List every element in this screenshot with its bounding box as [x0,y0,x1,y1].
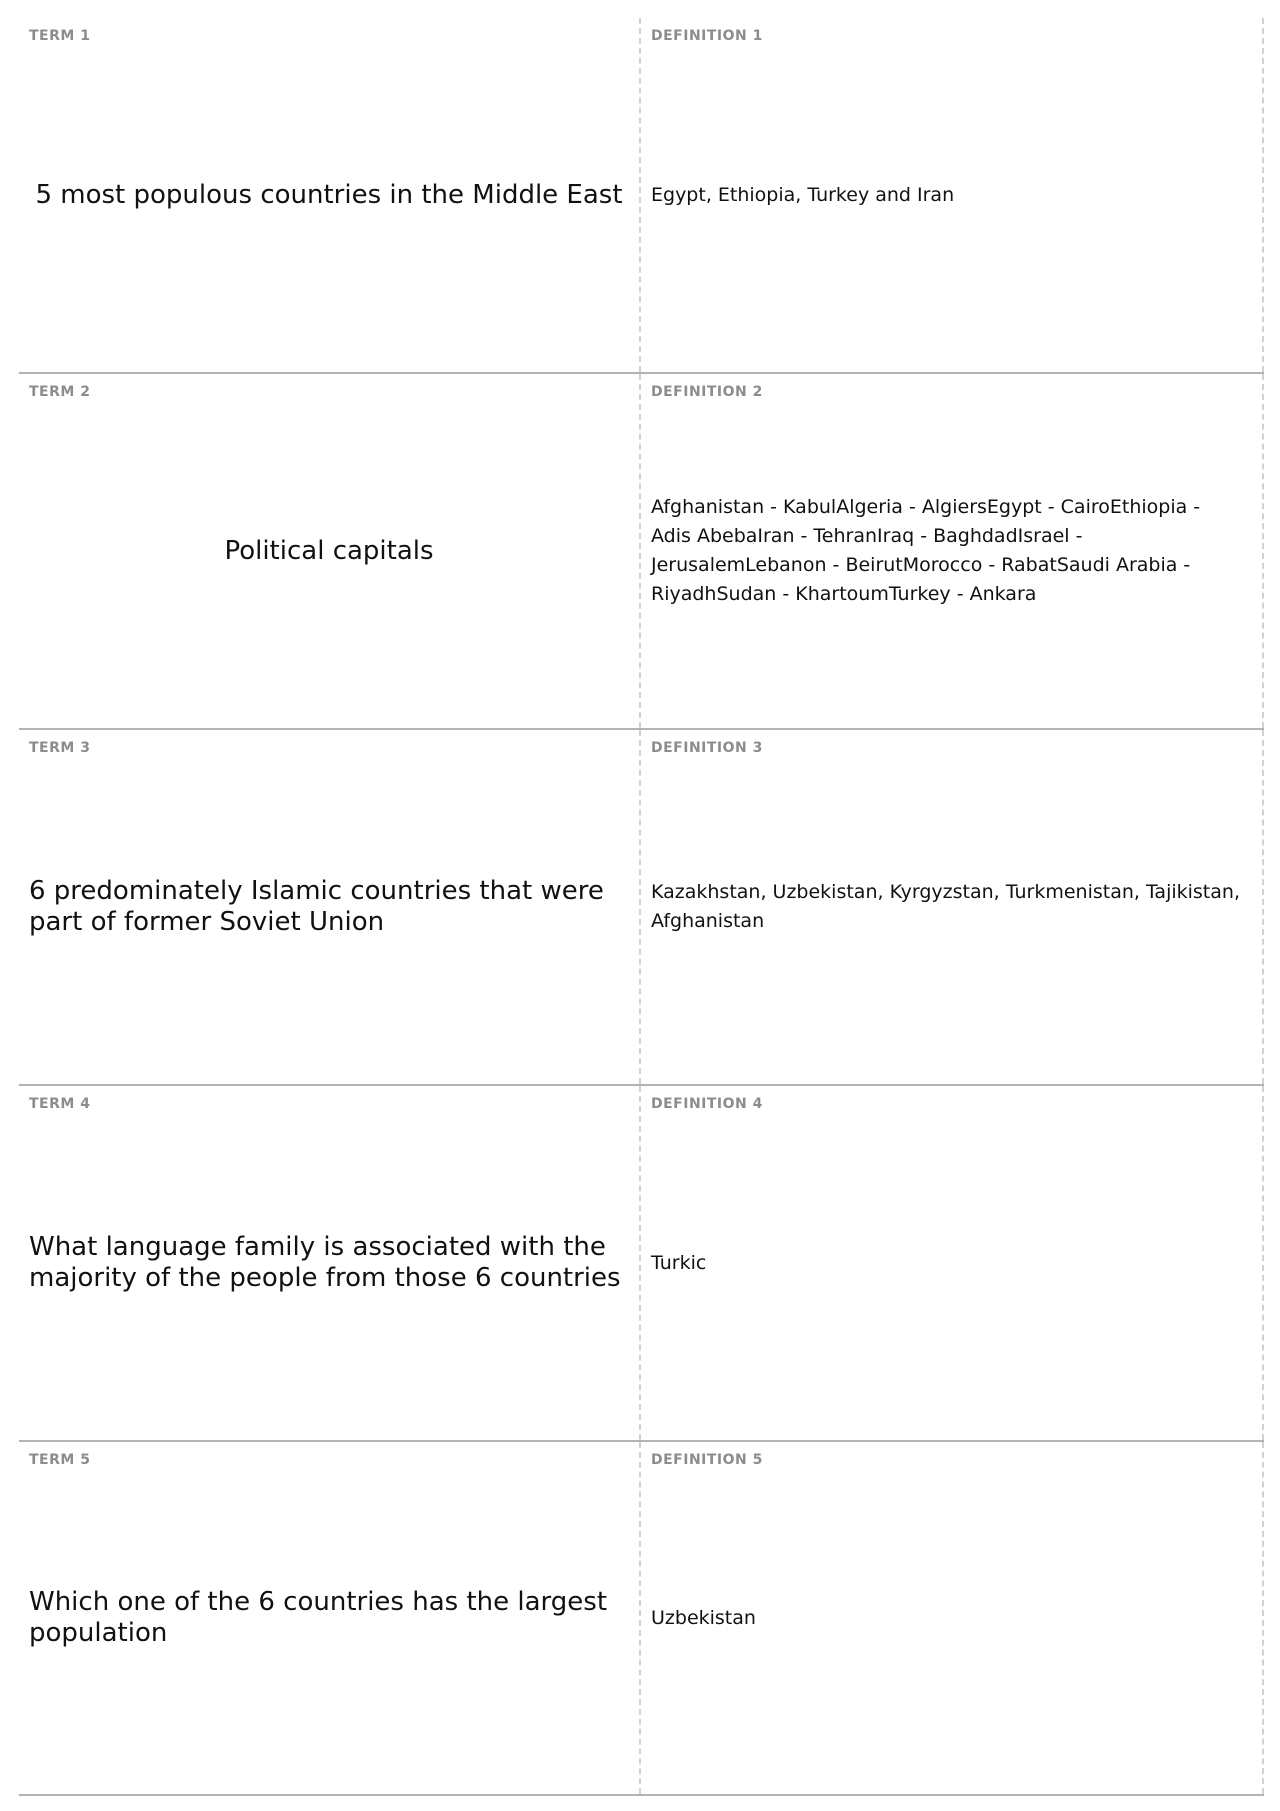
term-text: 6 predominately Islamic countries that were part of former Soviet Union [29,876,604,937]
term-label: TERM 5 [29,1452,91,1468]
term-cell-5 [19,1442,641,1794]
card-row-1 [19,18,1264,374]
definition-label: DEFINITION 2 [651,384,763,400]
definition-label: DEFINITION 5 [651,1452,763,1468]
definition-text: Kazakhstan, Uzbekistan, Kyrgyzstan, Turkmenistan, Tajikistan, Afghanistan [651,881,1240,932]
card-row-3 [19,730,1264,1086]
term-text: What language family is associated with the majority of the people from those 6 countries [29,1232,621,1293]
term-label: TERM 4 [29,1096,91,1112]
card-row-2 [19,374,1264,730]
definition-text: Afghanistan - KabulAlgeria - AlgiersEgypt - CairoEthiopia - Adis AbebaIran - TehranIraq - BaghdadIsrael - JerusalemLebanon - BeirutMorocco - RabatSaudi Arabia - RiyadhSudan - KhartoumTurkey - Ankara [651,496,1201,605]
term-cell-3 [19,730,641,1084]
term-text: Which one of the 6 countries has the largest population [29,1587,608,1648]
definition-cell-2 [641,374,1264,728]
definition-text: Turkic [651,1251,707,1274]
card-row-5 [19,1442,1264,1796]
definition-label: DEFINITION 3 [651,740,763,756]
definition-cell-3 [641,730,1264,1084]
definition-label: DEFINITION 4 [651,1096,763,1112]
definition-text: Uzbekistan [651,1606,756,1629]
flashcard-sheet [19,18,1264,1796]
term-text: 5 most populous countries in the Middle East [35,179,623,210]
definition-text: Egypt, Ethiopia, Turkey and Iran [651,183,955,206]
term-label: TERM 2 [29,384,91,400]
definition-cell-5 [641,1442,1264,1794]
definition-label: DEFINITION 1 [651,28,763,44]
definition-cell-4 [641,1086,1264,1440]
term-text: Political capitals [224,535,434,566]
term-cell-1 [19,18,641,372]
term-label: TERM 3 [29,740,91,756]
term-cell-2 [19,374,641,728]
definition-cell-1 [641,18,1264,372]
term-cell-4 [19,1086,641,1440]
card-row-4 [19,1086,1264,1442]
term-label: TERM 1 [29,28,91,44]
